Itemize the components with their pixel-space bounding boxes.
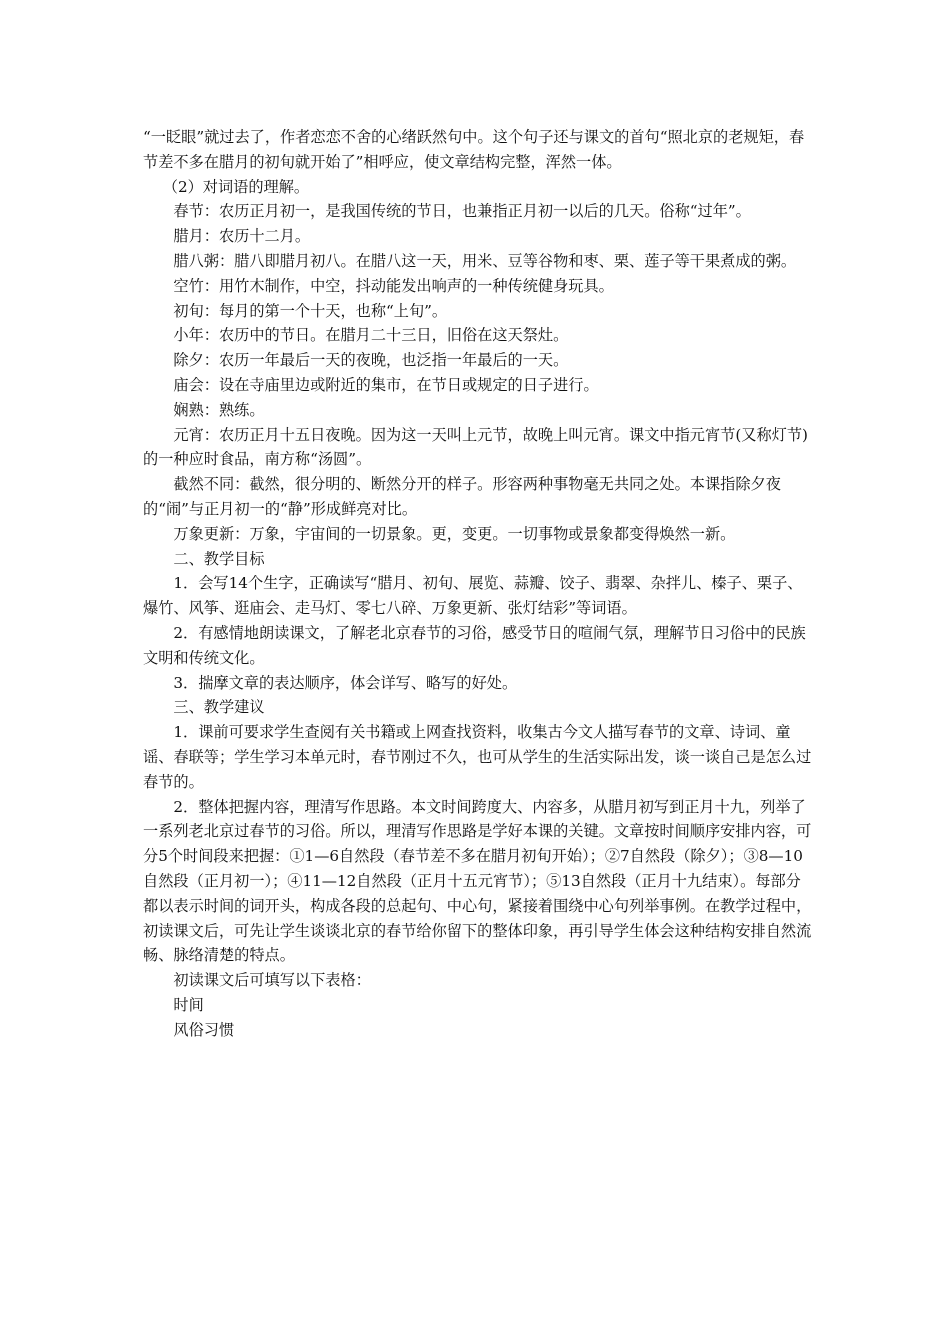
- definition-item: 庙会：设在寺庙里边或附近的集市，在节日或规定的日子进行。: [173, 375, 599, 394]
- suggestion-item: 2．整体把握内容，理清写作思路。本文时间跨度大、内容多，从腊月初写到正月十九，列举了一系列老北京过春节的习俗。所以，理清写作思路是学好本课的关键。文章按时间顺序安排内容，可分5个时间段来把握：①1—6自然段（春节差不多在腊月初旬开始）；②7自然段（除夕）；③8—10自然段（正月初一）；④11—12自然段（正月十五元宵节）；⑤13自然段（正月十九结束）。每部分都以表示时间的词开头，构成各段的总起句、中心句，紧接着围绕中心句列举事例。在教学过程中，初读课文后，可先让学生谈谈北京的春节给你留下的整体印象，再引导学生体会这种结构安排自然流畅、脉络清楚的特点。: [143, 797, 812, 965]
- paragraph: 初读课文后可填写以下表格：: [173, 971, 371, 990]
- suggestion-item: 1．课前可要求学生查阅有关书籍或上网查找资料，收集古今文人描写春节的文章、诗词、童谣、春联等；学生学习本单元时，春节刚过不久，也可从学生的生活实际出发，谈一谈自己是怎么过春节的。: [143, 723, 812, 791]
- definition-item: 娴熟：熟练。: [173, 400, 265, 419]
- objective-item: 2．有感情地朗读课文，了解老北京春节的习俗，感受节日的喧闹气氛，理解节日习俗中的民族文明和传统文化。: [143, 623, 806, 667]
- table-label: 风俗习惯: [173, 1020, 235, 1039]
- definition-item: 初旬：每月的第一个十天，也称“上旬”。: [173, 301, 448, 320]
- definition-item: 小年：农历中的节日。在腊月二十三日，旧俗在这天祭灶。: [173, 326, 569, 345]
- document-body: [143, 125, 813, 1042]
- section-heading: （2）对词语的理解。: [162, 177, 310, 196]
- definition-item: 元宵：农历正月十五日夜晚。因为这一天叫上元节，故晚上叫元宵。课文中指元宵节(又称灯节)的一种应时食品，南方称“汤圆”。: [143, 425, 808, 469]
- definition-item: 腊八粥：腊八即腊月初八。在腊八这一天，用米、豆等谷物和枣、栗、莲子等干果煮成的粥。: [173, 251, 797, 270]
- objective-item: 1．会写14个生字，正确读写“腊月、初旬、展览、蒜瓣、饺子、翡翠、杂拌儿、榛子、栗子、爆竹、风筝、逛庙会、走马灯、零七八碎、万象更新、张灯结彩”等词语。: [143, 574, 803, 618]
- section-heading: 二、教学目标: [173, 549, 265, 568]
- section-heading: 三、教学建议: [173, 698, 265, 717]
- definition-item: 空竹：用竹木制作，中空，抖动能发出响声的一种传统健身玩具。: [173, 276, 614, 295]
- definition-item: 万象更新：万象，宇宙间的一切景象。更，变更。一切事物或景象都变得焕然一新。: [173, 524, 736, 543]
- table-label: 时间: [173, 995, 204, 1014]
- definition-item: 春节：农历正月初一，是我国传统的节日，也兼指正月初一以后的几天。俗称“过年”。: [173, 202, 751, 221]
- definition-item: 截然不同：截然，很分明的、断然分开的样子。形容两种事物毫无共同之处。本课指除夕夜的“闹”与正月初一的“静”形成鲜亮对比。: [143, 475, 781, 518]
- definition-item: 腊月：农历十二月。: [173, 227, 311, 246]
- objective-item: 3．揣摩文章的表达顺序，体会详写、略写的好处。: [173, 673, 518, 692]
- paragraph: “一眨眼”就过去了，作者恋恋不舍的心绪跃然句中。这个句子还与课文的首句“照北京的老规矩，春节差不多在腊月的初旬就开始了”相呼应，使文章结构完整，浑然一体。: [143, 128, 805, 171]
- definition-item: 除夕：农历一年最后一天的夜晚，也泛指一年最后的一天。: [173, 351, 569, 370]
